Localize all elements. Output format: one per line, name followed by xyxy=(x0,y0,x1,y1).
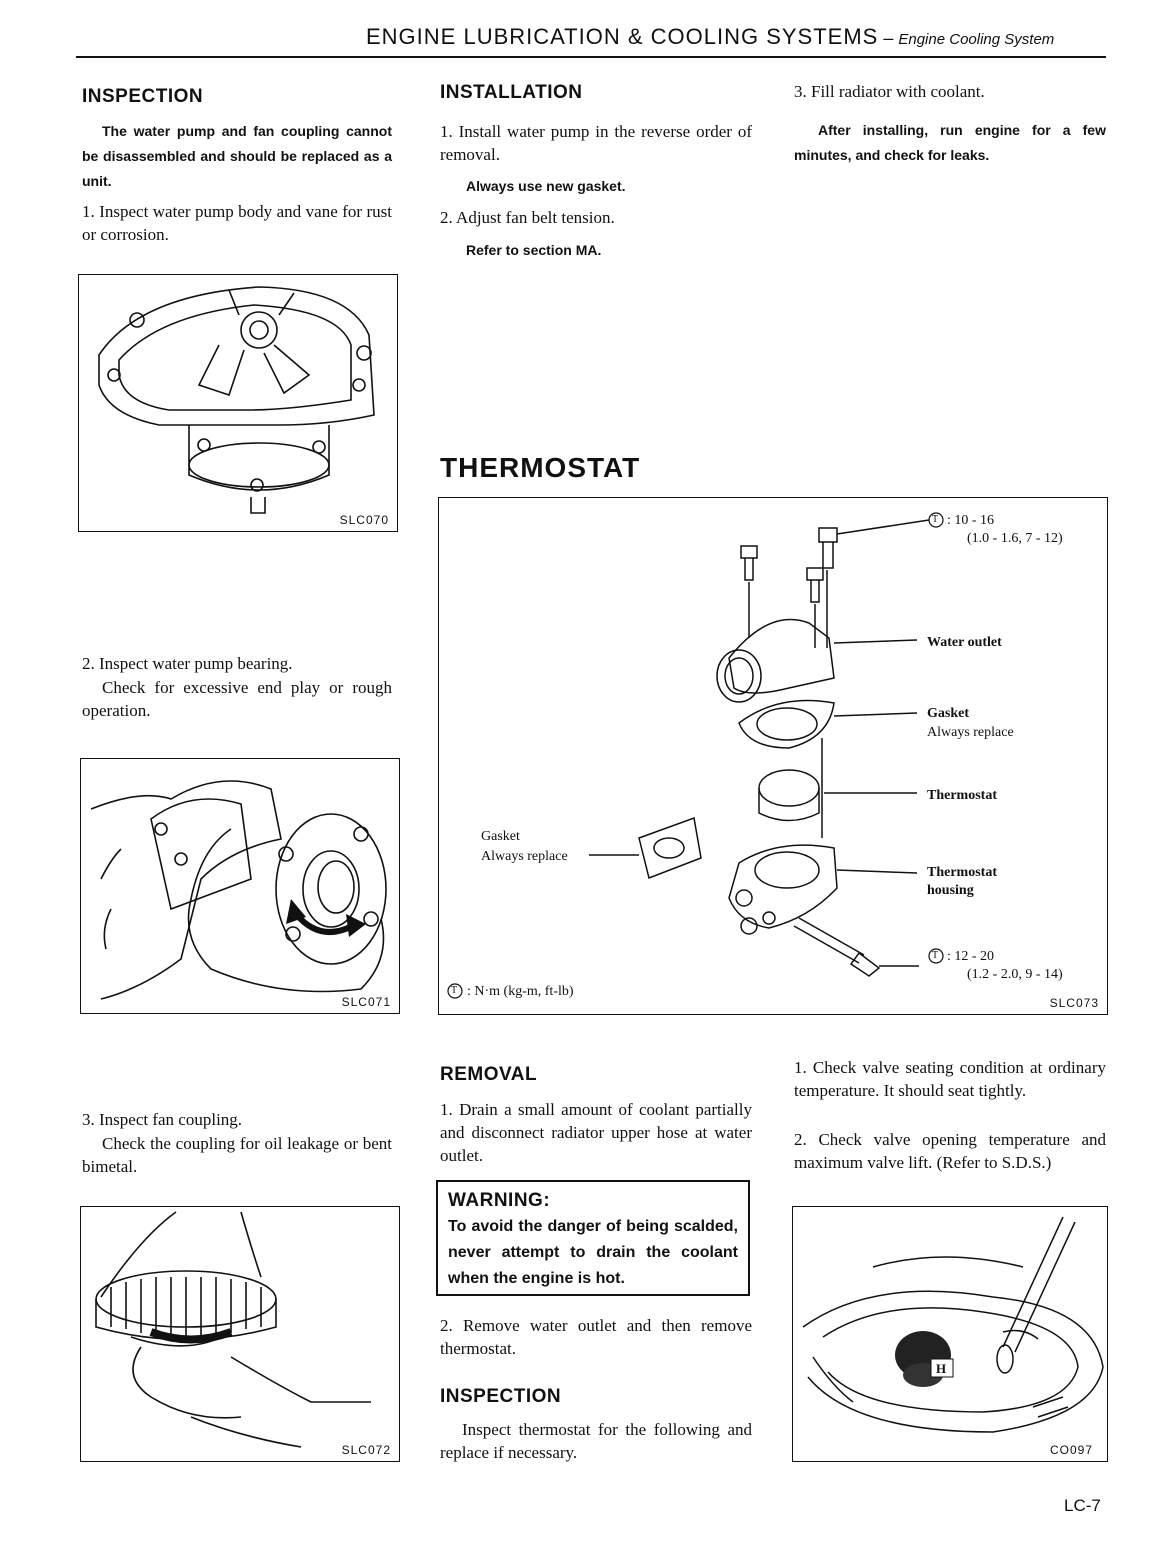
header-sep: – xyxy=(878,28,899,48)
right-step3: 3. Fill radiator with coolant. xyxy=(794,82,985,101)
water-pump-illustration xyxy=(79,275,399,533)
label-gasket-left: Gasket xyxy=(481,829,520,844)
installation-title: INSTALLATION xyxy=(440,82,583,103)
label-gasket-right: Gasket xyxy=(927,706,969,721)
removal-title: REMOVAL xyxy=(440,1064,538,1085)
label-housing-line1: Thermostat xyxy=(927,865,997,880)
header-main: ENGINE LUBRICATION & COOLING SYSTEMS xyxy=(366,24,879,49)
label-always-replace-left: Always replace xyxy=(481,849,568,864)
torque-symbol-bottom: T xyxy=(932,950,939,961)
warning-text: To avoid the danger of being scalded, never attempt to drain the coolant when the engine is hot. xyxy=(448,1218,738,1287)
label-water-outlet: Water outlet xyxy=(927,635,1002,650)
middle-inspection-title: INSPECTION xyxy=(440,1386,562,1407)
label-thermostat: Thermostat xyxy=(927,788,997,803)
torque-symbol-top: T xyxy=(932,514,939,525)
torque-top-units: (1.0 - 1.6, 7 - 12) xyxy=(967,531,1063,546)
svg-text:H: H xyxy=(936,1361,947,1376)
installation-step2: 2. Adjust fan belt tension. xyxy=(440,208,615,227)
figure-thermostat-exploded xyxy=(438,497,1108,1015)
thermostat-test-illustration xyxy=(793,1207,1109,1463)
warning-title: WARNING: xyxy=(448,1190,551,1211)
left-step2-title: 2. Inspect water pump bearing. xyxy=(82,654,293,673)
torque-symbol-legend: T xyxy=(451,985,458,996)
right-note: After installing, run engine for a few minutes, and check for leaks. xyxy=(794,122,1106,163)
torque-top-value: : 10 - 16 xyxy=(947,513,995,528)
fig2-code: SLC071 xyxy=(341,995,391,1009)
header-sub: Engine Cooling System xyxy=(898,31,1055,48)
removal-step2: 2. Remove water outlet and then remove thermostat. xyxy=(440,1316,752,1358)
torque-bottom-units: (1.2 - 2.0, 9 - 14) xyxy=(967,967,1063,982)
left-step3-title: 3. Inspect fan coupling. xyxy=(82,1110,243,1129)
right-check2: 2. Check valve opening temperature and maximum valve lift. (Refer to S.D.S.) xyxy=(794,1130,1106,1172)
warning-box xyxy=(436,1180,750,1296)
label-housing-line2: housing xyxy=(927,883,974,898)
page-number: LC-7 xyxy=(1064,1496,1101,1515)
torque-legend: : N·m (kg-m, ft-lb) xyxy=(467,984,574,999)
figure-pump-bearing xyxy=(80,758,400,1014)
figure-water-pump xyxy=(78,274,398,532)
left-step3-body: Check the coupling for oil leakage or bent bimetal. xyxy=(82,1134,392,1176)
middle-inspection-text: Inspect thermostat for the following and replace if necessary. xyxy=(440,1420,752,1462)
label-always-replace-right: Always replace xyxy=(927,725,1014,740)
left-inspection-title: INSPECTION xyxy=(82,86,204,107)
installation-step1: 1. Install water pump in the reverse order of removal. xyxy=(440,122,752,164)
left-step1: 1. Inspect water pump body and vane for rust or corrosion. xyxy=(82,202,392,244)
torque-bottom-value: : 12 - 20 xyxy=(947,949,995,964)
removal-step1: 1. Drain a small amount of coolant partially and disconnect radiator upper hose at water outlet. xyxy=(440,1100,752,1165)
page-header xyxy=(366,24,1106,50)
figure-thermostat-test xyxy=(792,1206,1108,1462)
pump-bearing-illustration xyxy=(81,759,401,1015)
right-check1: 1. Check valve seating condition at ordinary temperature. It should seat tightly. xyxy=(794,1058,1106,1100)
fig3-code: SLC072 xyxy=(341,1443,391,1457)
left-intro-note: The water pump and fan coupling cannot be disassembled and should be replaced as a unit. xyxy=(82,123,392,189)
thermostat-title: THERMOSTAT xyxy=(440,452,641,483)
thermo-fig-code: SLC073 xyxy=(1049,996,1099,1010)
figure-fan-coupling xyxy=(80,1206,400,1462)
installation-step1-note: Always use new gasket. xyxy=(466,178,626,194)
thermostat-exploded-illustration xyxy=(439,498,1109,1016)
fig1-code: SLC070 xyxy=(339,513,389,527)
header-rule xyxy=(76,56,1106,58)
fan-coupling-illustration xyxy=(81,1207,401,1463)
installation-step2-note: Refer to section MA. xyxy=(466,242,602,258)
right-fig-code: CO097 xyxy=(1049,1443,1093,1457)
left-step2-body: Check for excessive end play or rough operation. xyxy=(82,678,392,720)
